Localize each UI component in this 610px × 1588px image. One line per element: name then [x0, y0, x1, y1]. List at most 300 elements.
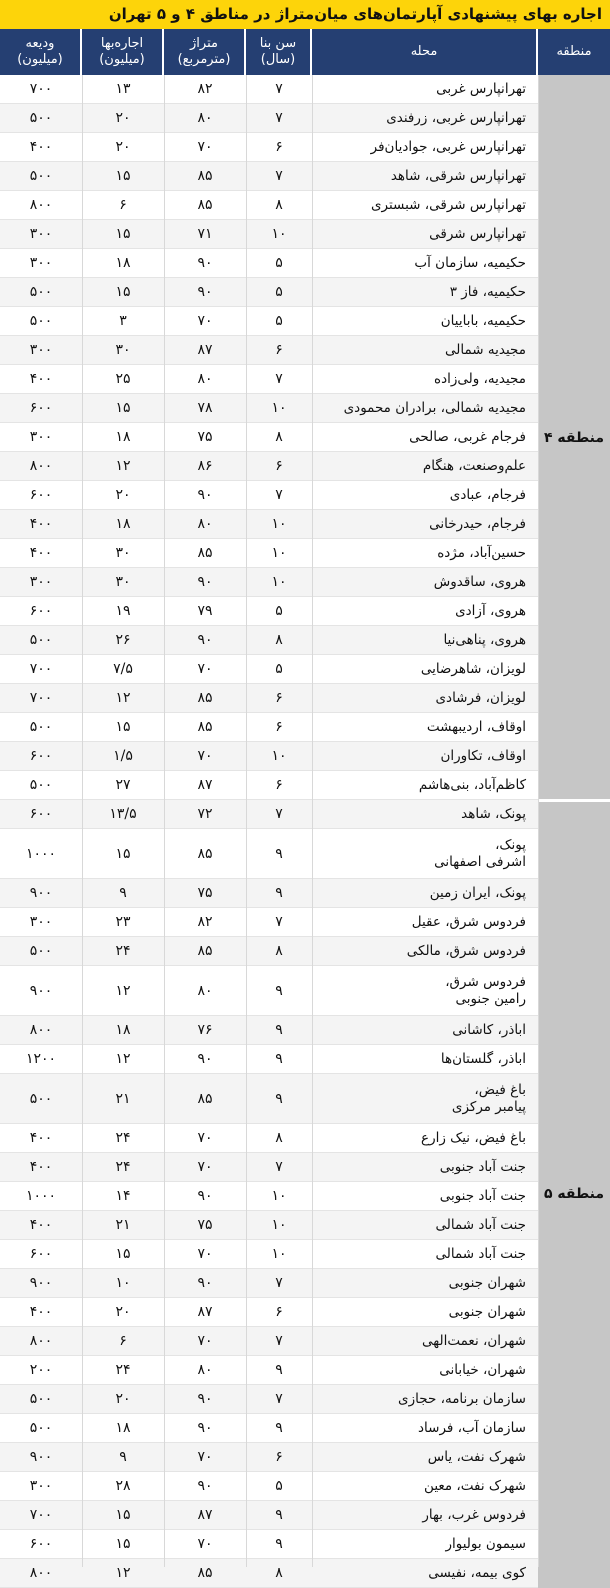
cell-neighborhood: حکیمیه، باباییان: [440, 312, 526, 329]
cell-rent: ۲۰: [115, 1304, 131, 1320]
cell-area: ۷۰: [197, 661, 213, 677]
cell-neighborhood: تهرانپارس غربی، جوادیان‌فر: [370, 138, 526, 155]
cell-rent: ۱/۵: [113, 748, 133, 764]
cell-age: ۹: [275, 1420, 283, 1436]
cell-rent: ۱۹: [115, 603, 131, 619]
cell-rent: ۱۲: [115, 982, 131, 999]
cell-deposit: ۳۰۰: [29, 429, 53, 445]
table-row: [0, 908, 538, 937]
cell-area: ۹۰: [197, 1391, 213, 1407]
table-row: [0, 1559, 538, 1588]
cell-neighborhood: مجیدیه، ولی‌زاده: [434, 370, 526, 387]
cell-neighborhood: جنت آباد جنوبی: [439, 1187, 526, 1204]
cell-rent: ۳۰: [115, 574, 131, 590]
cell-age: ۶: [275, 777, 283, 793]
table-row: [0, 1124, 538, 1153]
table-row: [0, 1501, 538, 1530]
cell-neighborhood: حکیمیه، فاز ۳: [449, 283, 526, 300]
cell-neighborhood: اباذر، گلستان‌ها: [440, 1050, 526, 1067]
cell-rent: ۱۵: [115, 1246, 131, 1262]
cell-neighborhood: سازمان آب، فرساد: [418, 1419, 526, 1436]
cell-neighborhood: شهران، نعمت‌الهی: [422, 1332, 526, 1349]
cell-deposit: ۹۰۰: [29, 982, 53, 999]
table-row: [0, 75, 538, 104]
cell-deposit: ۳۰۰: [29, 342, 53, 358]
cell-area: ۸۵: [197, 845, 213, 862]
table-row: [0, 879, 538, 908]
cell-area: ۹۰: [197, 255, 213, 271]
table-row: [0, 1269, 538, 1298]
table-row: [0, 191, 538, 220]
cell-deposit: ۶۰۰: [29, 487, 53, 503]
cell-deposit: ۳۰۰: [29, 574, 53, 590]
cell-rent: ۱۵: [115, 284, 131, 300]
cell-area: ۷۰: [197, 1159, 213, 1175]
cell-deposit: ۵۰۰: [29, 284, 53, 300]
cell-area: ۸۰: [197, 371, 213, 387]
cell-area: ۹۰: [197, 1275, 213, 1291]
cell-area: ۸۷: [197, 1507, 213, 1523]
cell-deposit: ۸۰۰: [29, 1333, 53, 1349]
cell-deposit: ۸۰۰: [29, 197, 53, 213]
table-row: [0, 1356, 538, 1385]
cell-age: ۷: [275, 1333, 283, 1349]
cell-area: ۷۵: [197, 429, 213, 445]
cell-neighborhood: جنت آباد جنوبی: [439, 1158, 526, 1175]
cell-deposit: ۹۰۰: [29, 1275, 53, 1291]
cell-age: ۶: [275, 342, 283, 358]
cell-neighborhood: شهران جنوبی: [448, 1274, 526, 1291]
cell-neighborhood: جنت آباد شمالی: [435, 1245, 526, 1262]
cell-deposit: ۱۰۰۰: [25, 845, 57, 862]
cell-deposit: ۷۰۰: [29, 690, 53, 706]
table-row: [0, 966, 538, 1016]
cell-rent: ۳: [119, 313, 127, 329]
table-row: [0, 568, 538, 597]
cell-deposit: ۴۰۰: [29, 1217, 53, 1233]
cell-area: ۸۲: [197, 914, 213, 930]
cell-neighborhood: سیمون بولیوار: [445, 1535, 526, 1552]
cell-deposit: ۳۰۰: [29, 1478, 53, 1494]
cell-area: ۷۵: [197, 1217, 213, 1233]
cell-area: ۷۱: [197, 226, 213, 242]
cell-area: ۸۵: [197, 719, 213, 735]
cell-deposit: ۵۰۰: [29, 632, 53, 648]
table-row: [0, 713, 538, 742]
cell-neighborhood: هروی، ساقدوش: [433, 573, 526, 590]
cell-age: ۹: [275, 1051, 283, 1067]
cell-neighborhood: اوقاف، تکاوران: [440, 747, 526, 764]
table-row: [0, 452, 538, 481]
cell-rent: ۱۸: [115, 1022, 131, 1038]
cell-deposit: ۱۲۰۰: [25, 1051, 57, 1067]
cell-age: ۷: [275, 110, 283, 126]
cell-neighborhood: تهرانپارس غربی، زرفندی: [386, 109, 526, 126]
cell-rent: ۲۵: [115, 371, 131, 387]
cell-neighborhood: علم‌وصنعت، هنگام: [422, 457, 526, 474]
cell-age: ۹: [275, 1507, 283, 1523]
table-row: [0, 1443, 538, 1472]
table-row: [0, 626, 538, 655]
column-divider: [164, 75, 165, 1567]
cell-neighborhood: فردوس شرق، رامین جنوبی: [445, 973, 526, 1007]
cell-neighborhood: فردوس شرق، عقیل: [411, 913, 526, 930]
column-divider: [312, 75, 313, 1567]
cell-rent: ۱۵: [115, 845, 131, 862]
cell-age: ۱۰: [271, 748, 287, 764]
cell-neighborhood: شهران جنوبی: [448, 1303, 526, 1320]
table-row: [0, 162, 538, 191]
cell-area: ۸۷: [197, 777, 213, 793]
cell-age: ۹: [275, 1362, 283, 1378]
cell-age: ۱۰: [271, 400, 287, 416]
header-area: متراژ (مترمربع): [164, 29, 244, 75]
table-title: اجاره بهای پیشنهادی آپارتمان‌های میان‌متراژ در مناطق ۴ و ۵ تهران: [0, 0, 610, 29]
cell-age: ۷: [275, 1159, 283, 1175]
cell-neighborhood: تهرانپارس شرقی، شبستری: [370, 196, 526, 213]
cell-area: ۸۰: [197, 1362, 213, 1378]
cell-age: ۶: [275, 139, 283, 155]
table-row: [0, 249, 538, 278]
cell-rent: ۱۲: [115, 690, 131, 706]
cell-area: ۸۵: [197, 943, 213, 959]
cell-rent: ۳۰: [115, 342, 131, 358]
cell-age: ۹: [275, 885, 283, 901]
cell-neighborhood: فردوس شرق، مالکی: [406, 942, 526, 959]
table-row: [0, 133, 538, 162]
cell-neighborhood: شهرک نفت، یاس: [427, 1448, 526, 1465]
cell-area: ۸۵: [197, 690, 213, 706]
cell-neighborhood: پونک، اشرفی اصفهانی: [434, 836, 526, 870]
header-rent: اجاره‌بها (میلیون): [82, 29, 162, 75]
table-row: [0, 1385, 538, 1414]
cell-rent: ۲۱: [115, 1090, 131, 1107]
cell-rent: ۹: [119, 1449, 127, 1465]
cell-area: ۹۰: [197, 487, 213, 503]
cell-deposit: ۴۰۰: [29, 1130, 53, 1146]
cell-age: ۷: [275, 168, 283, 184]
region-divider: [538, 799, 610, 802]
cell-age: ۱۰: [271, 516, 287, 532]
table-row: [0, 1153, 538, 1182]
cell-rent: ۲۰: [115, 110, 131, 126]
cell-rent: ۱۲: [115, 1565, 131, 1581]
cell-neighborhood: لویزان، فرشادی: [435, 689, 526, 706]
cell-age: ۶: [275, 690, 283, 706]
cell-age: ۶: [275, 719, 283, 735]
cell-area: ۷۶: [197, 1022, 213, 1038]
cell-neighborhood: کوی بیمه، نفیسی: [428, 1564, 526, 1581]
cell-neighborhood: باغ فیض، نیک زارع: [421, 1129, 526, 1146]
column-divider: [82, 75, 83, 1567]
cell-area: ۸۵: [197, 197, 213, 213]
cell-deposit: ۵۰۰: [29, 168, 53, 184]
table-row: [0, 394, 538, 423]
cell-area: ۷۰: [197, 1536, 213, 1552]
cell-rent: ۹: [119, 885, 127, 901]
cell-age: ۵: [275, 313, 283, 329]
cell-deposit: ۴۰۰: [29, 1304, 53, 1320]
header-region: منطقه: [538, 29, 610, 75]
cell-age: ۱۰: [271, 574, 287, 590]
cell-neighborhood: فرجام، حیدرخانی: [429, 515, 526, 532]
cell-age: ۱۰: [271, 1217, 287, 1233]
cell-deposit: ۶۰۰: [29, 400, 53, 416]
cell-rent: ۲۷: [115, 777, 131, 793]
table-row: [0, 1045, 538, 1074]
cell-rent: ۱۸: [115, 516, 131, 532]
cell-deposit: ۴۰۰: [29, 371, 53, 387]
cell-area: ۷۰: [197, 1130, 213, 1146]
cell-age: ۷: [275, 1391, 283, 1407]
cell-area: ۸۵: [197, 545, 213, 561]
cell-age: ۱۰: [271, 226, 287, 242]
cell-deposit: ۶۰۰: [29, 603, 53, 619]
cell-neighborhood: لویزان، شاهرضایی: [420, 660, 526, 677]
cell-rent: ۱۵: [115, 400, 131, 416]
cell-rent: ۲۱: [115, 1217, 131, 1233]
cell-area: ۹۰: [197, 1051, 213, 1067]
table-row: [0, 481, 538, 510]
cell-rent: ۳۰: [115, 545, 131, 561]
cell-deposit: ۴۰۰: [29, 516, 53, 532]
region-label: منطقه ۴: [538, 75, 610, 800]
cell-deposit: ۸۰۰: [29, 458, 53, 474]
cell-age: ۹: [275, 1536, 283, 1552]
cell-age: ۸: [275, 632, 283, 648]
table-row: [0, 220, 538, 249]
cell-rent: ۱۸: [115, 255, 131, 271]
cell-age: ۹: [275, 982, 283, 999]
cell-neighborhood: فردوس غرب، بهار: [422, 1506, 526, 1523]
cell-deposit: ۶۰۰: [29, 1536, 53, 1552]
cell-age: ۵: [275, 661, 283, 677]
cell-area: ۷۰: [197, 139, 213, 155]
cell-neighborhood: شهرک نفت، معین: [424, 1477, 526, 1494]
cell-age: ۷: [275, 806, 283, 822]
table-row: [0, 1074, 538, 1124]
cell-deposit: ۵۰۰: [29, 777, 53, 793]
table-row: [0, 655, 538, 684]
cell-age: ۸: [275, 429, 283, 445]
cell-neighborhood: مجیدیه شمالی، برادران محمودی: [343, 399, 526, 416]
table-row: [0, 829, 538, 879]
cell-area: ۸۶: [197, 458, 213, 474]
cell-area: ۷۰: [197, 1449, 213, 1465]
cell-deposit: ۶۰۰: [29, 748, 53, 764]
cell-area: ۸۷: [197, 1304, 213, 1320]
cell-rent: ۱۸: [115, 1420, 131, 1436]
cell-deposit: ۳۰۰: [29, 226, 53, 242]
cell-rent: ۲۸: [115, 1478, 131, 1494]
cell-area: ۹۰: [197, 574, 213, 590]
cell-age: ۷: [275, 81, 283, 97]
cell-age: ۷: [275, 487, 283, 503]
cell-area: ۷۵: [197, 885, 213, 901]
cell-neighborhood: تهرانپارس شرقی: [429, 225, 526, 242]
table-row: [0, 1414, 538, 1443]
table-row: [0, 365, 538, 394]
cell-rent: ۱۲: [115, 458, 131, 474]
cell-deposit: ۸۰۰: [29, 1022, 53, 1038]
cell-age: ۶: [275, 1449, 283, 1465]
cell-area: ۹۰: [197, 1188, 213, 1204]
cell-rent: ۱۳: [115, 81, 131, 97]
cell-rent: ۱۴: [115, 1188, 131, 1204]
cell-rent: ۲۴: [115, 1362, 131, 1378]
region-label: منطقه ۵: [538, 800, 610, 1588]
cell-deposit: ۶۰۰: [29, 806, 53, 822]
table-row: [0, 510, 538, 539]
cell-area: ۷۰: [197, 313, 213, 329]
cell-neighborhood: پونک، شاهد: [461, 805, 526, 822]
cell-area: ۸۵: [197, 168, 213, 184]
cell-rent: ۲۳: [115, 914, 131, 930]
table-row: [0, 336, 538, 365]
cell-area: ۹۰: [197, 284, 213, 300]
cell-neighborhood: هروی، آزادی: [455, 602, 526, 619]
cell-deposit: ۶۰۰: [29, 1246, 53, 1262]
cell-deposit: ۷۰۰: [29, 1507, 53, 1523]
table-row: [0, 742, 538, 771]
cell-neighborhood: پونک، ایران زمین: [429, 884, 526, 901]
table-row: [0, 1327, 538, 1356]
cell-deposit: ۷۰۰: [29, 661, 53, 677]
table-row: [0, 1530, 538, 1559]
table-row: [0, 597, 538, 626]
cell-rent: ۱۵: [115, 168, 131, 184]
cell-area: ۷۸: [197, 400, 213, 416]
table-row: [0, 800, 538, 829]
cell-deposit: ۱۰۰۰: [25, 1188, 57, 1204]
cell-deposit: ۳۰۰: [29, 255, 53, 271]
cell-rent: ۱۵: [115, 1507, 131, 1523]
table-row: [0, 684, 538, 713]
cell-area: ۸۰: [197, 110, 213, 126]
cell-age: ۶: [275, 458, 283, 474]
cell-neighborhood: حکیمیه، سازمان آب: [414, 254, 526, 271]
cell-neighborhood: فرجام غربی، صالحی: [409, 428, 526, 445]
cell-age: ۵: [275, 284, 283, 300]
cell-neighborhood: باغ فیض، پیامبر مرکزی: [451, 1081, 526, 1115]
cell-age: ۱۰: [271, 545, 287, 561]
column-divider: [246, 75, 247, 1567]
cell-age: ۵: [275, 603, 283, 619]
table-row: [0, 1016, 538, 1045]
cell-area: ۸۰: [197, 516, 213, 532]
cell-area: ۷۹: [197, 603, 213, 619]
cell-age: ۱۰: [271, 1188, 287, 1204]
cell-area: ۸۵: [197, 1090, 213, 1107]
cell-deposit: ۵۰۰: [29, 1090, 53, 1107]
cell-deposit: ۲۰۰: [29, 1362, 53, 1378]
cell-rent: ۲۶: [115, 632, 131, 648]
cell-age: ۷: [275, 1275, 283, 1291]
cell-deposit: ۷۰۰: [29, 81, 53, 97]
cell-deposit: ۵۰۰: [29, 110, 53, 126]
cell-neighborhood: تهرانپارس غربی: [436, 80, 526, 97]
cell-rent: ۷/۵: [113, 661, 133, 677]
cell-rent: ۶: [119, 1333, 127, 1349]
cell-rent: ۲۴: [115, 1159, 131, 1175]
cell-rent: ۶: [119, 197, 127, 213]
table-row: [0, 1298, 538, 1327]
cell-rent: ۱۵: [115, 719, 131, 735]
cell-area: ۸۰: [197, 982, 213, 999]
cell-rent: ۱۵: [115, 226, 131, 242]
table-row: [0, 307, 538, 336]
cell-deposit: ۵۰۰: [29, 313, 53, 329]
cell-deposit: ۳۰۰: [29, 914, 53, 930]
cell-age: ۷: [275, 371, 283, 387]
cell-deposit: ۴۰۰: [29, 139, 53, 155]
cell-neighborhood: سازمان برنامه، حجازی: [398, 1390, 526, 1407]
cell-deposit: ۵۰۰: [29, 943, 53, 959]
cell-area: ۷۰: [197, 748, 213, 764]
cell-neighborhood: کاظم‌آباد، بنی‌هاشم: [418, 776, 526, 793]
cell-rent: ۱۳/۵: [109, 806, 137, 822]
column-divider: [538, 75, 539, 1567]
cell-deposit: ۵۰۰: [29, 1391, 53, 1407]
cell-rent: ۲۰: [115, 139, 131, 155]
cell-deposit: ۵۰۰: [29, 1420, 53, 1436]
header-neighborhood: محله: [312, 29, 536, 75]
cell-age: ۵: [275, 1478, 283, 1494]
table-row: [0, 1240, 538, 1269]
cell-deposit: ۴۰۰: [29, 1159, 53, 1175]
cell-neighborhood: شهران، خیابانی: [439, 1361, 526, 1378]
table-row: [0, 937, 538, 966]
cell-neighborhood: حسین‌آباد، مژده: [437, 544, 526, 561]
cell-deposit: ۸۰۰: [29, 1565, 53, 1581]
cell-rent: ۲۰: [115, 1391, 131, 1407]
cell-area: ۷۰: [197, 1333, 213, 1349]
table-row: [0, 423, 538, 452]
cell-rent: ۱۵: [115, 1536, 131, 1552]
cell-neighborhood: هروی، پناهی‌نیا: [443, 631, 526, 648]
cell-age: ۸: [275, 1130, 283, 1146]
cell-age: ۶: [275, 1304, 283, 1320]
cell-rent: ۱۰: [115, 1275, 131, 1291]
cell-rent: ۱۲: [115, 1051, 131, 1067]
table-row: [0, 278, 538, 307]
table-row: [0, 104, 538, 133]
cell-deposit: ۹۰۰: [29, 1449, 53, 1465]
cell-rent: ۱۸: [115, 429, 131, 445]
cell-area: ۸۵: [197, 1565, 213, 1581]
cell-area: ۹۰: [197, 1420, 213, 1436]
cell-age: ۹: [275, 845, 283, 862]
cell-age: ۸: [275, 943, 283, 959]
cell-area: ۷۰: [197, 1246, 213, 1262]
table-row: [0, 1211, 538, 1240]
cell-neighborhood: اوقاف، اردیبهشت: [426, 718, 526, 735]
cell-deposit: ۵۰۰: [29, 719, 53, 735]
cell-rent: ۲۰: [115, 487, 131, 503]
header-age: سن بنا (سال): [246, 29, 310, 75]
cell-deposit: ۴۰۰: [29, 545, 53, 561]
cell-area: ۹۰: [197, 1478, 213, 1494]
table-row: [0, 1472, 538, 1501]
cell-area: ۸۷: [197, 342, 213, 358]
header-deposit: ودیعه (میلیون): [0, 29, 80, 75]
table-row: [0, 771, 538, 800]
cell-age: ۱۰: [271, 1246, 287, 1262]
cell-area: ۸۲: [197, 81, 213, 97]
cell-age: ۹: [275, 1022, 283, 1038]
cell-age: ۹: [275, 1090, 283, 1107]
cell-age: ۸: [275, 197, 283, 213]
